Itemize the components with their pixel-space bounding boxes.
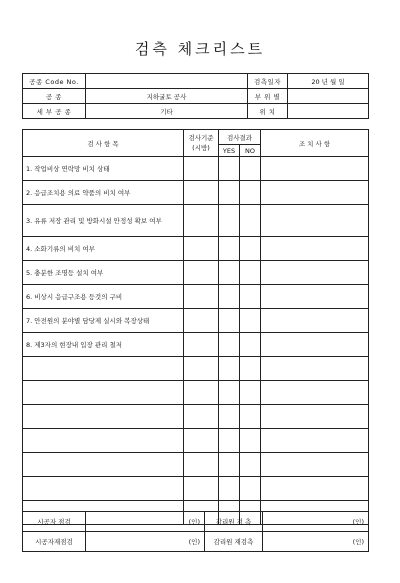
criteria-cell[interactable] (184, 357, 219, 381)
yes-cell[interactable] (219, 405, 240, 429)
date-value[interactable]: 20 년 월 일 (288, 74, 369, 89)
no-cell[interactable] (240, 429, 261, 453)
checklist-row (23, 381, 369, 405)
item-text (23, 477, 184, 501)
work-type-label: 공 종 (23, 89, 86, 104)
signature-row (23, 512, 369, 532)
action-cell[interactable] (261, 157, 369, 181)
action-cell[interactable] (261, 381, 369, 405)
action-cell[interactable] (261, 285, 369, 309)
no-cell[interactable] (240, 285, 261, 309)
criteria-cell[interactable] (184, 181, 219, 205)
supervisor-inspect-label: 감리원 검 측 (205, 512, 263, 532)
action-cell[interactable] (261, 453, 369, 477)
yes-cell[interactable] (219, 237, 240, 261)
header-criteria: 검사기준 (시방) (184, 130, 219, 157)
contractor-check-seal[interactable]: (인) (86, 512, 205, 532)
no-cell[interactable] (240, 309, 261, 333)
header-item: 검 사 항 목 (23, 130, 184, 157)
yes-cell[interactable] (219, 261, 240, 285)
yes-cell[interactable] (219, 205, 240, 237)
criteria-cell[interactable] (184, 285, 219, 309)
checklist-row (23, 357, 369, 381)
item-text (23, 405, 184, 429)
location-label: 위 치 (248, 104, 288, 119)
info-table (22, 73, 369, 119)
item-text: 1. 작업비상 연락망 비치 상태 (23, 157, 184, 181)
item-text: 5. 충분한 조명등 설치 여부 (23, 261, 184, 285)
info-row-detail (23, 104, 369, 119)
checklist-row (23, 333, 369, 357)
detail-type-label: 세 부 공 종 (23, 104, 86, 119)
work-type-value[interactable]: 지하굴토 공사 (86, 89, 248, 104)
yes-cell[interactable] (219, 157, 240, 181)
yes-cell[interactable] (219, 357, 240, 381)
action-cell[interactable] (261, 205, 369, 237)
checklist-row (23, 205, 369, 237)
yes-cell[interactable] (219, 309, 240, 333)
contractor-recheck-label: 시공자재점검 (23, 532, 86, 552)
criteria-cell[interactable] (184, 477, 219, 501)
part-label: 부 위 별 (248, 89, 288, 104)
criteria-cell[interactable] (184, 429, 219, 453)
no-cell[interactable] (240, 261, 261, 285)
header-yes: YES (219, 145, 240, 157)
signature-row (23, 532, 369, 552)
action-cell[interactable] (261, 181, 369, 205)
checklist-row (23, 261, 369, 285)
item-text: 4. 소화기류의 비치 여부 (23, 237, 184, 261)
supervisor-reinspect-seal[interactable]: (인) (263, 532, 369, 552)
action-cell[interactable] (261, 405, 369, 429)
item-text: 8. 제3자의 현장내 입장 관리 철저 (23, 333, 184, 357)
checklist-row (23, 157, 369, 181)
criteria-cell[interactable] (184, 381, 219, 405)
contractor-recheck-seal[interactable]: (인) (86, 532, 205, 552)
no-cell[interactable] (240, 453, 261, 477)
checklist-row (23, 405, 369, 429)
no-cell[interactable] (240, 237, 261, 261)
action-cell[interactable] (261, 237, 369, 261)
item-text: 2. 응급조치용 의료 약품의 비치 여부 (23, 181, 184, 205)
checklist-row (23, 237, 369, 261)
criteria-cell[interactable] (184, 453, 219, 477)
no-cell[interactable] (240, 205, 261, 237)
no-cell[interactable] (240, 477, 261, 501)
action-cell[interactable] (261, 309, 369, 333)
action-cell[interactable] (261, 429, 369, 453)
checklist-row (23, 285, 369, 309)
action-cell[interactable] (261, 333, 369, 357)
action-cell[interactable] (261, 357, 369, 381)
criteria-cell[interactable] (184, 157, 219, 181)
checklist-table (22, 129, 369, 525)
checklist-header-row (23, 130, 369, 145)
checklist-row (23, 477, 369, 501)
no-cell[interactable] (240, 181, 261, 205)
checklist-row (23, 453, 369, 477)
yes-cell[interactable] (219, 285, 240, 309)
checklist-row (23, 429, 369, 453)
criteria-cell[interactable] (184, 237, 219, 261)
page-title: 검측 체크리스트 (134, 40, 266, 58)
action-cell[interactable] (261, 261, 369, 285)
signature-table (22, 511, 369, 552)
item-text: 6. 비상시 응급구조용 등것의 구비 (23, 285, 184, 309)
info-row-code (23, 74, 369, 89)
no-cell[interactable] (240, 405, 261, 429)
contractor-check-label: 시공자 점검 (23, 512, 86, 532)
detail-type-value[interactable]: 기타 (86, 104, 248, 119)
criteria-cell[interactable] (184, 405, 219, 429)
header-result: 검사결과 (219, 130, 261, 145)
yes-cell[interactable] (219, 381, 240, 405)
code-label: 공종 Code No. (23, 74, 86, 89)
header-action: 조 치 사 항 (261, 130, 369, 157)
yes-cell[interactable] (219, 181, 240, 205)
header-no: NO (240, 145, 261, 157)
yes-cell[interactable] (219, 477, 240, 501)
no-cell[interactable] (240, 333, 261, 357)
no-cell[interactable] (240, 381, 261, 405)
item-text (23, 429, 184, 453)
code-value[interactable] (86, 74, 248, 89)
yes-cell[interactable] (219, 453, 240, 477)
item-text (23, 357, 184, 381)
item-text: 7. 안전원의 분야별 담당제 실시와 복장상태 (23, 309, 184, 333)
criteria-cell[interactable] (184, 309, 219, 333)
criteria-cell[interactable] (184, 333, 219, 357)
date-label: 검측일자 (248, 74, 288, 89)
info-row-work-type (23, 89, 369, 104)
item-text (23, 381, 184, 405)
yes-cell[interactable] (219, 429, 240, 453)
item-text: 3. 유류 저장 관리 및 방화시설 안정성 확보 여부 (23, 205, 184, 237)
item-text (23, 453, 184, 477)
supervisor-inspect-seal[interactable]: (인) (263, 512, 369, 532)
action-cell[interactable] (261, 477, 369, 501)
criteria-cell[interactable] (184, 261, 219, 285)
no-cell[interactable] (240, 357, 261, 381)
part-value[interactable] (288, 89, 369, 104)
checklist-row (23, 309, 369, 333)
supervisor-reinspect-label: 감리원 재검측 (205, 532, 263, 552)
criteria-cell[interactable] (184, 205, 219, 237)
location-value[interactable] (288, 104, 369, 119)
yes-cell[interactable] (219, 333, 240, 357)
no-cell[interactable] (240, 157, 261, 181)
checklist-row (23, 181, 369, 205)
